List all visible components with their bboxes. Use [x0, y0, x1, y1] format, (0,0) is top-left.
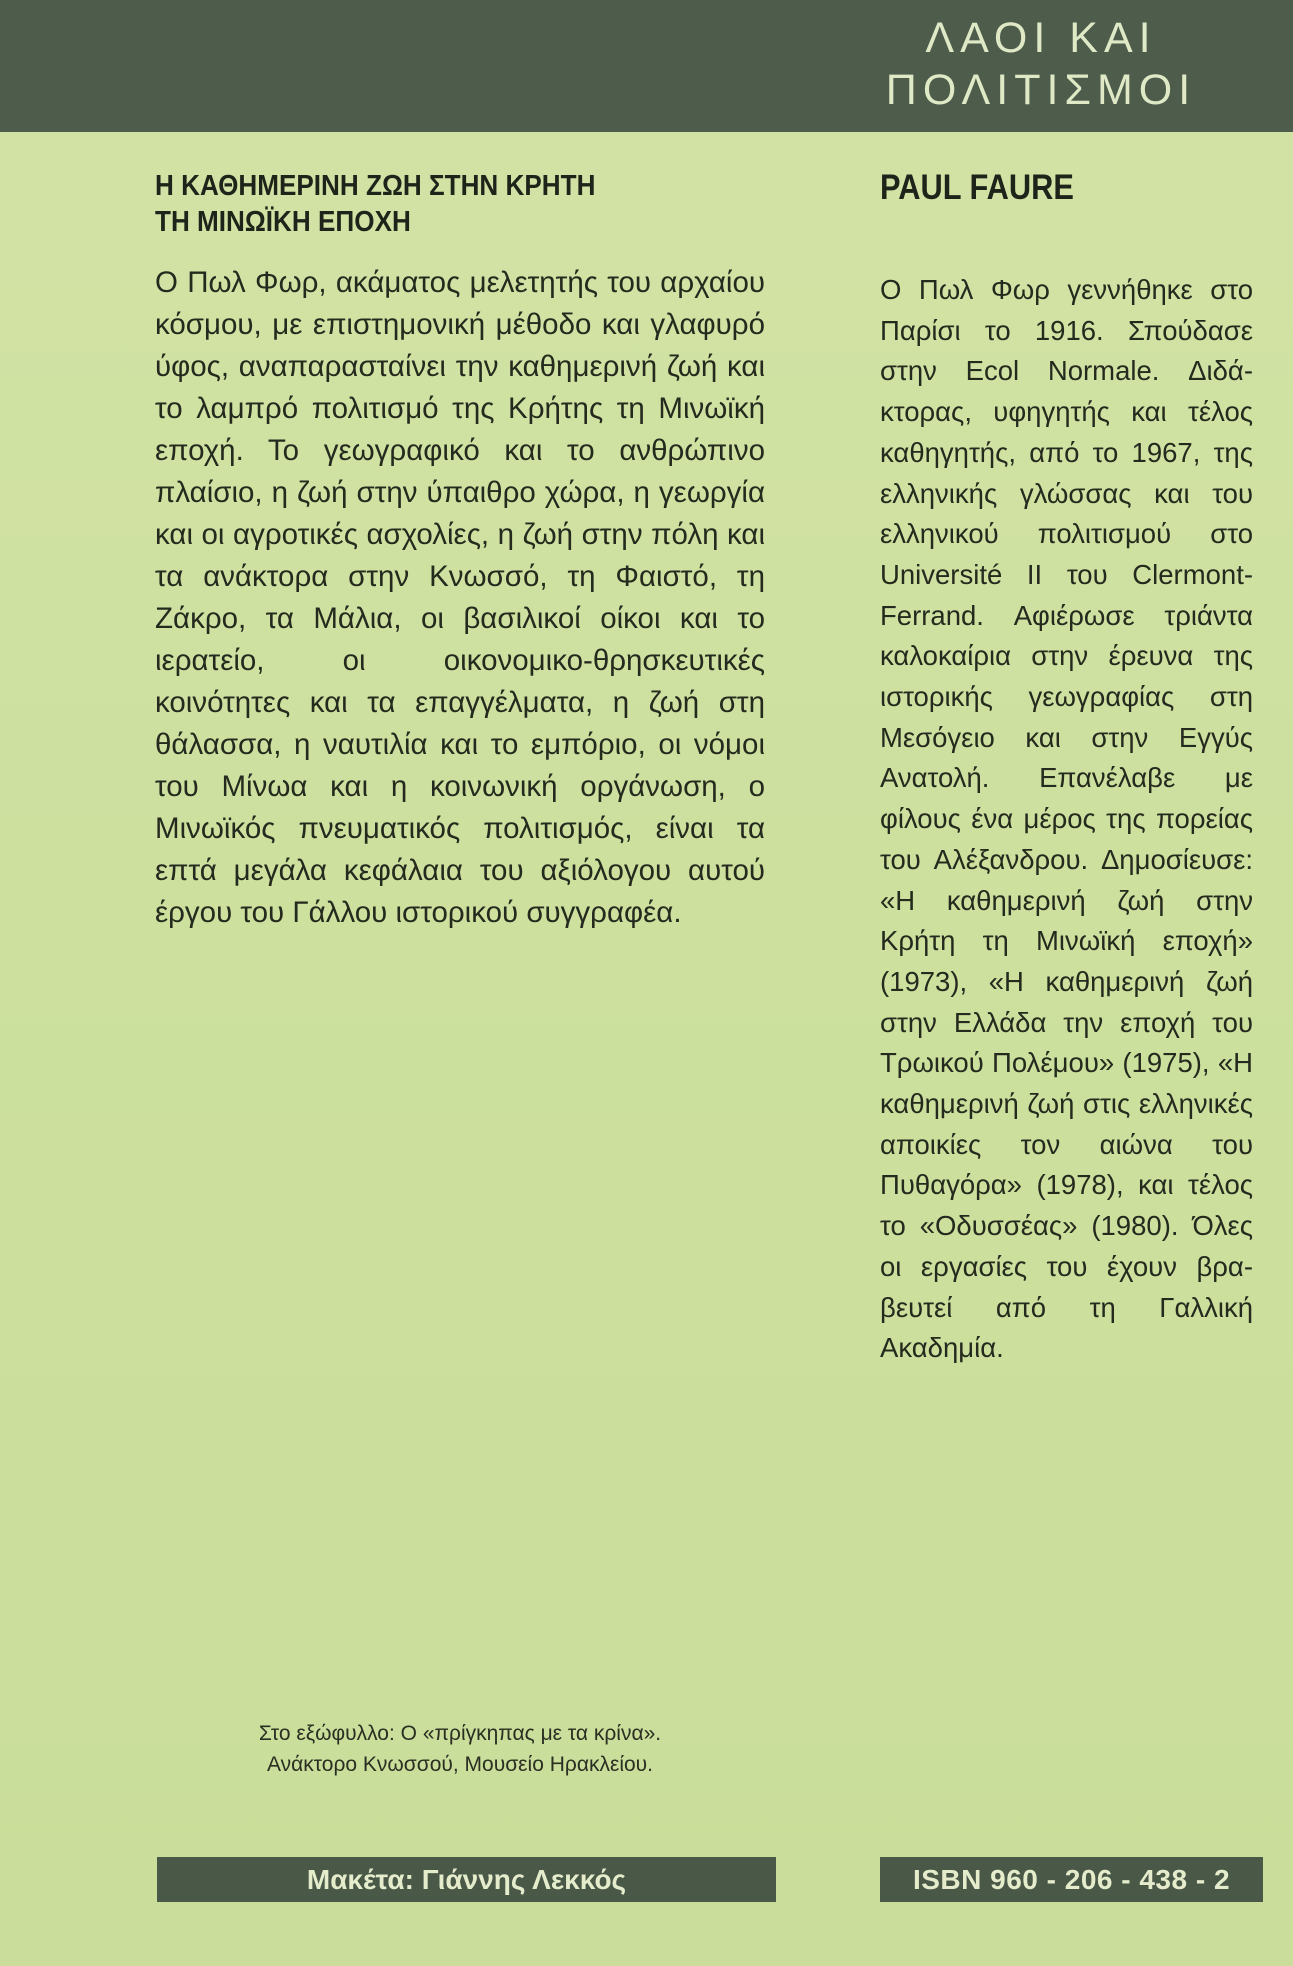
caption-line-1: Στο εξώφυλλο: Ο «πρίγκηπας με τα κρίνα». [258, 1722, 662, 1745]
book-description-column [155, 168, 765, 934]
designer-credit-bar: Μακέτα: Γιάννης Λεκκός [157, 1857, 776, 1902]
series-title [881, 12, 1201, 116]
author-bio: Ο Πωλ Φωρ γεννήθηκε στο Παρίσι το 1916. Σπούδασε στην Ecol Normale. Διδάκτορας, υφηγητής και τέλος καθηγητής, από το 1967, της ελληνικής γλώσσας και του ελληνικού πολιτισμού στο Université II του Clermont-Ferrand. Αφιέρωσε τριάντα καλοκαίρια στην έρευνα της ιστορικής γεωγραφίας στη Μεσόγειο και στην Εγγύς Ανατολή. Επανέλαβε με φίλους ένα μέρος της πορείας του Αλέξανδρου. Δημοσίευσε: «Η καθημερινή ζωή στην Κρήτη τη Μινωϊκή εποχή» (1973), «Η καθημερινή ζωή στην Ελλάδα την εποχή του Τρωικού Πολέμου» (1975), «Η καθημερινή ζωή στις ελληνικές αποικίες τον αιώνα του Πυθαγόρα» (1978), και τέλος το «Οδυσσέας» (1980). Όλες οι εργασίες του έχουν βραβευτεί από τη Γαλλική Ακαδημία. [880, 274, 1253, 1364]
series-header-band [0, 0, 1293, 132]
cover-image-caption [155, 1718, 765, 1780]
book-title-line-2: ΤΗ ΜΙΝΩΪΚΗ ΕΠΟΧΗ [155, 206, 411, 238]
caption-line-2: Ανάκτορο Κνωσσού, Μουσείο Ηρακλείου. [267, 1753, 653, 1776]
book-title [155, 168, 767, 240]
series-title-line-1: ΛΑΟΙ ΚΑΙ [925, 14, 1157, 62]
book-title-line-1: Η ΚΑΘΗΜΕΡΙΝΗ ΖΩΗ ΣΤΗΝ ΚΡΗΤΗ [155, 170, 596, 202]
author-name: PAUL FAURE [880, 168, 1074, 207]
isbn-bar: ISBN 960 - 206 - 438 - 2 [880, 1857, 1263, 1902]
author-column [880, 168, 1253, 1369]
series-title-line-2: ΠΟΛΙΤΙΣΜΟΙ [885, 66, 1197, 114]
book-blurb: Ο Πωλ Φωρ, ακάματος μελετητής του αρχαίου κόσμου, με επιστημονική μέθοδο και γλαφυρό ύφος, αναπαρασταίνει την καθημερινή ζωή και το λαμπρό πολιτισμό της Κρήτης τη Μινωϊκή εποχή. Το γεωγραφικό και το ανθρώπινο πλαίσιο, η ζωή στην ύπαιθρο χώρα, η γεωργία και οι αγροτικές ασχολίες, η ζωή στην πόλη και τα ανάκτορα στην Κνωσσό, τη Φαιστό, τη Ζάκρο, τα Μάλια, οι βασιλικοί οίκοι και το ιερατείο, οι οικονομικο-θρησκευτικές κοινότητες και τα επαγγέλματα, η ζωή στη θάλασσα, η ναυτιλία και το εμπόριο, οι νόμοι του Μίνωα και η κοινωνική οργάνωση, ο Μινωϊκός πνευματικός πολιτισμός, είναι τα επτά μεγάλα κεφάλαια του αξιόλογου αυτού έργου του Γάλλου ιστορικού συγγραφέα. [155, 266, 765, 929]
